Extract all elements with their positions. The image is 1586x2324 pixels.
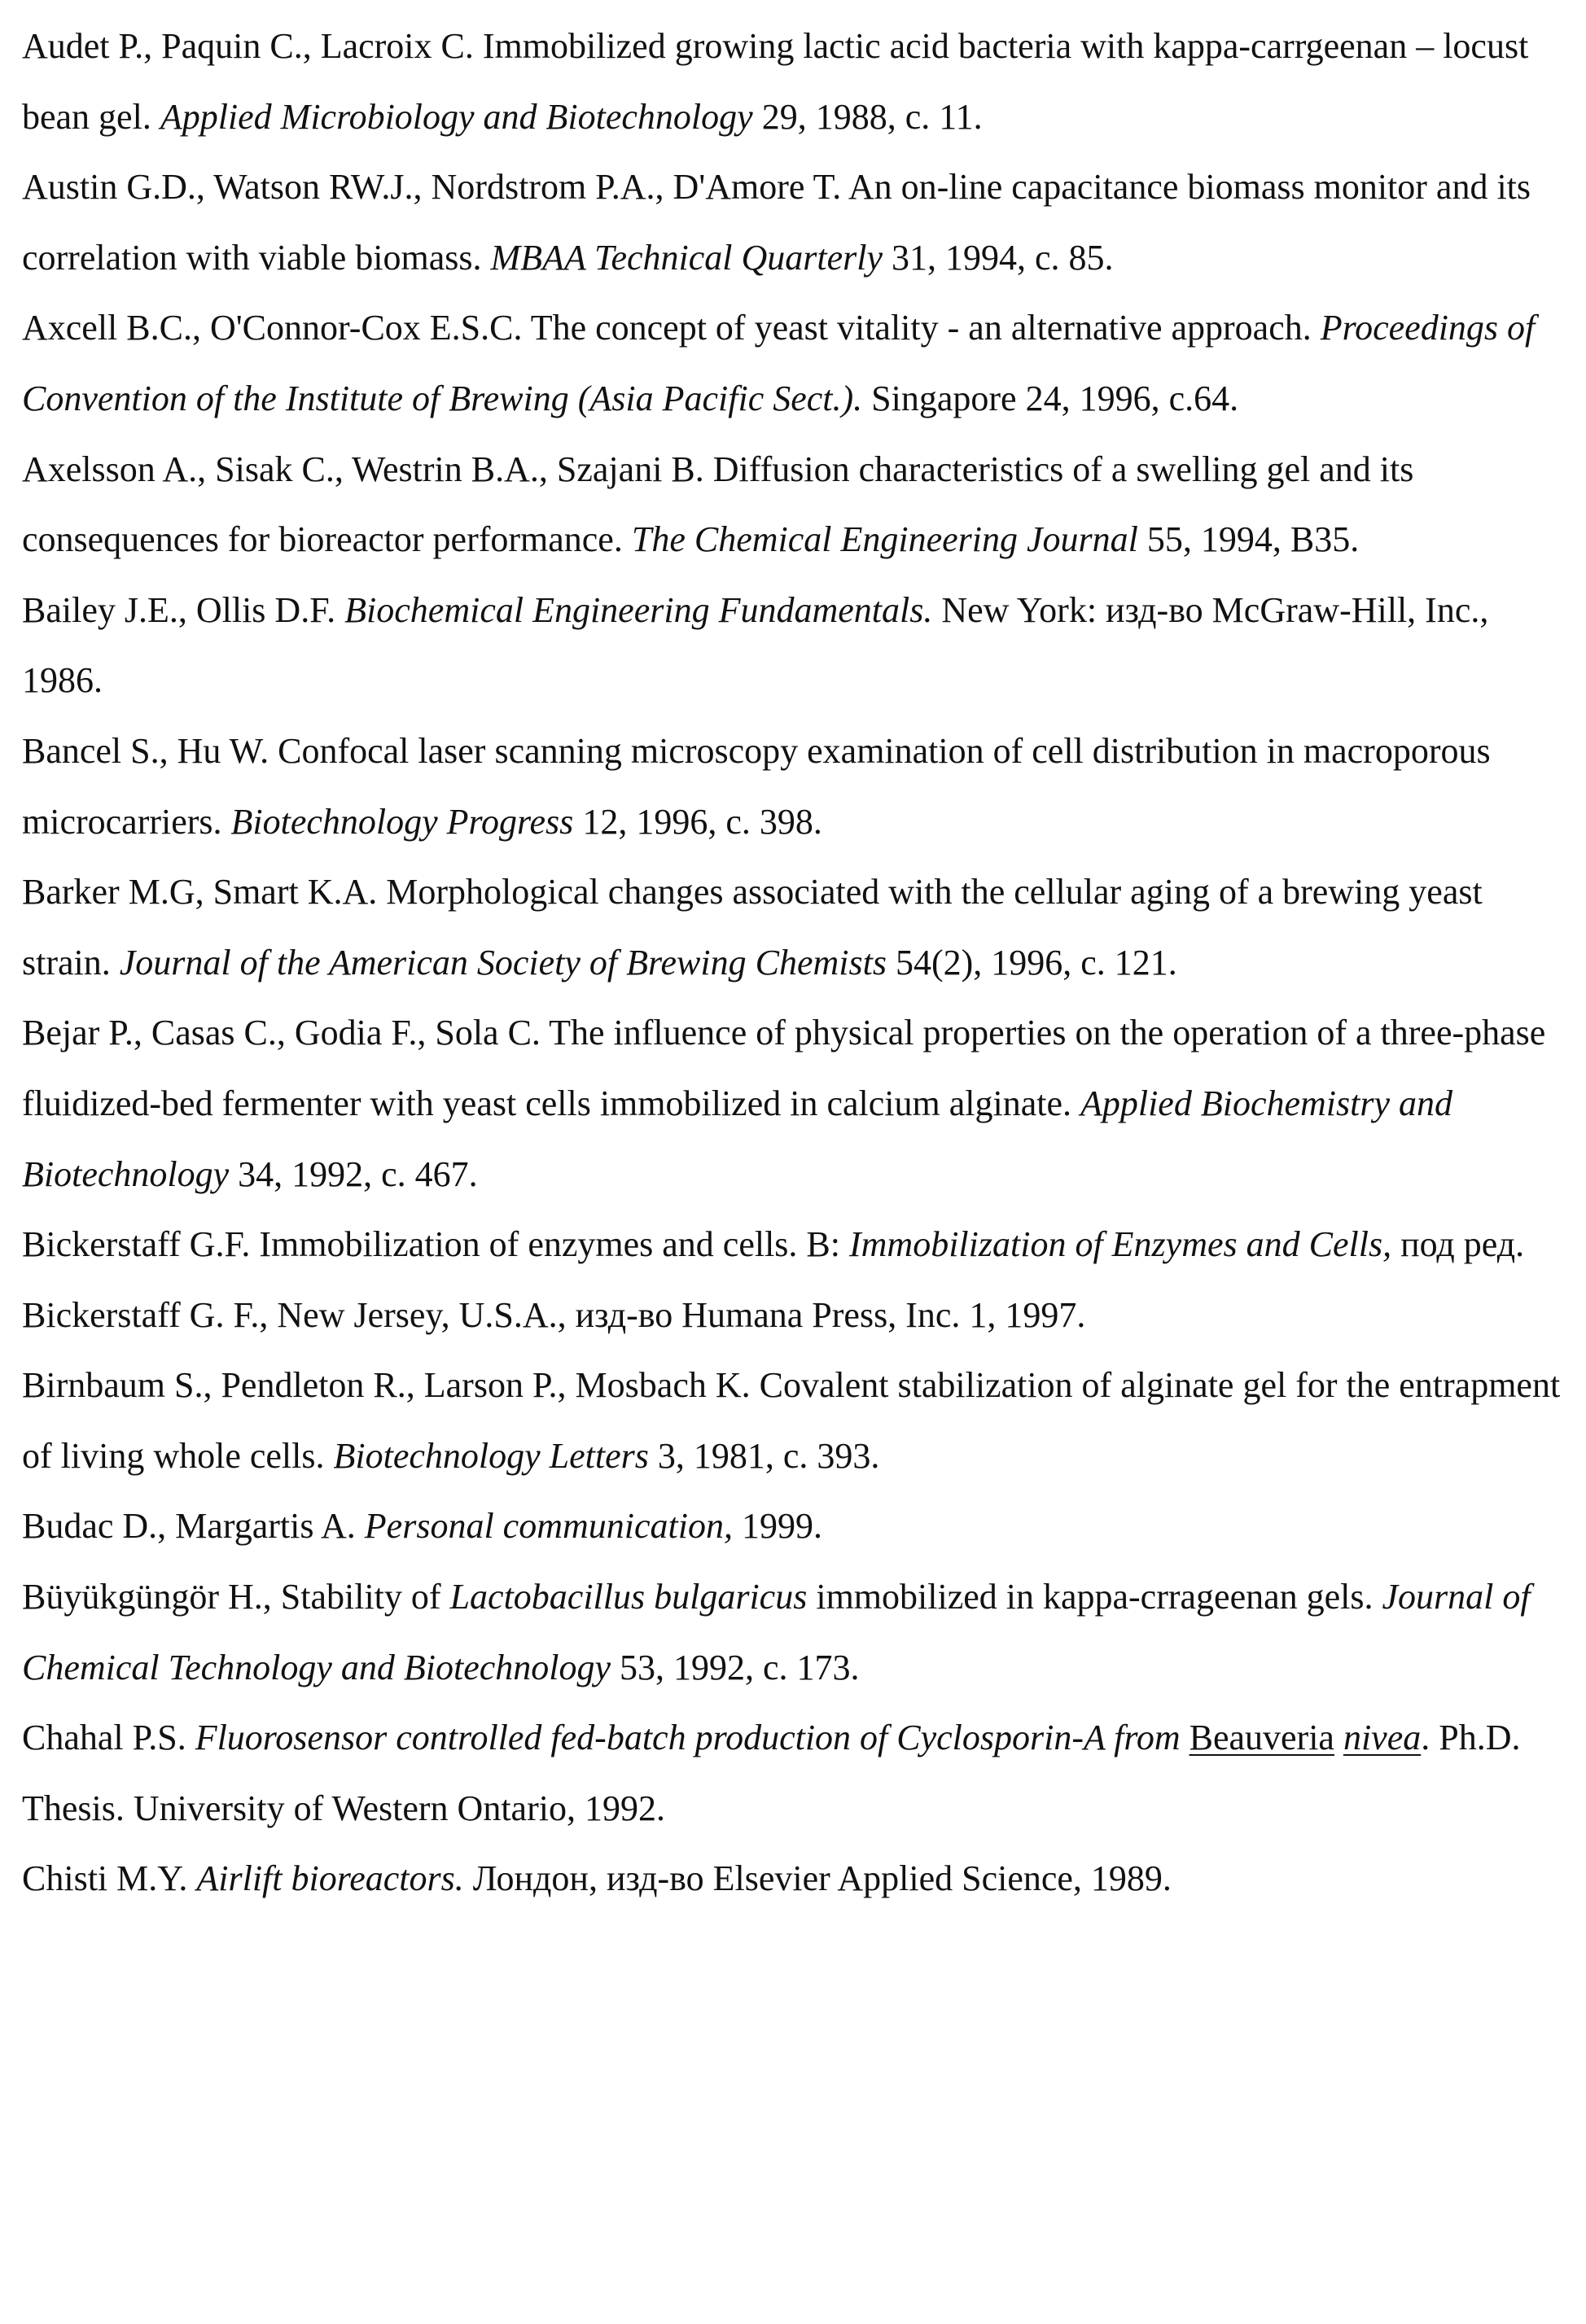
reference-emphasis: Beauveria xyxy=(1190,1718,1334,1757)
reference-text: 31, 1994, c. 85. xyxy=(883,238,1114,278)
reference-entry xyxy=(22,152,1573,293)
reference-text: Bailey J.E., Ollis D.F. xyxy=(22,590,344,630)
reference-text: 54(2), 1996, c. 121. xyxy=(887,943,1177,983)
reference-entry xyxy=(22,293,1573,434)
reference-emphasis: MBAA Technical Quarterly xyxy=(491,238,883,278)
reference-entry xyxy=(22,1350,1573,1491)
reference-text: 1999. xyxy=(733,1506,822,1546)
reference-emphasis: Applied Microbiology and Biotechnology xyxy=(160,97,753,137)
reference-text: Audet P., Paquin C., Lacroix C. Immobilized growing lactic acid bacteria with kappa-carrgeenan – locust bean gel. xyxy=(22,26,1528,137)
reference-entry xyxy=(22,576,1573,716)
reference-text: Barker M.G, Smart K.A. Morphological changes associated with the cellular aging of a brewing yeast strain. xyxy=(22,872,1483,983)
reference-text: 12, 1996, c. 398. xyxy=(573,802,822,842)
reference-entry xyxy=(22,1703,1573,1844)
reference-text: . Ph.D. Thesis. University of Western Ontario, 1992. xyxy=(22,1718,1521,1828)
reference-emphasis: Biochemical Engineering Fundamentals. xyxy=(344,590,932,630)
reference-text: Budac D., Margartis A. xyxy=(22,1506,365,1546)
reference-text: Bejar P., Casas C., Godia F., Sola C. The influence of physical properties on the operation of a three-phase fluidized-bed fermenter with yeast cells immobilized in calcium alginate. xyxy=(22,1013,1545,1123)
reference-emphasis: Journal of Chemical Technology and Biotechnology xyxy=(22,1577,1531,1687)
reference-text: Bickerstaff G.F. Immobilization of enzymes and cells. B: xyxy=(22,1224,849,1264)
reference-text: Chisti M.Y. xyxy=(22,1858,196,1898)
reference-emphasis: nivea xyxy=(1343,1718,1421,1757)
reference-list xyxy=(22,11,1573,1915)
reference-text: Bancel S., Hu W. Confocal laser scanning microscopy examination of cell distribution in macroporous microcarriers. xyxy=(22,731,1491,842)
reference-text: 3, 1981, c. 393. xyxy=(649,1436,880,1476)
reference-emphasis: Airlift bioreactors. xyxy=(196,1858,463,1898)
reference-entry xyxy=(22,1210,1573,1350)
reference-entry xyxy=(22,11,1573,152)
reference-text xyxy=(1334,1718,1343,1757)
reference-text: 53, 1992, c. 173. xyxy=(611,1648,860,1687)
reference-emphasis: Immobilization of Enzymes and Cells, xyxy=(849,1224,1391,1264)
reference-text: 29, 1988, c. 11. xyxy=(753,97,983,137)
reference-emphasis: Personal communication, xyxy=(365,1506,733,1546)
reference-text: Axelsson A., Sisak C., Westrin B.A., Szajani B. Diffusion characteristics of a swelling gel and its consequences for bioreactor performance. xyxy=(22,449,1413,560)
reference-entry xyxy=(22,857,1573,998)
reference-entry xyxy=(22,716,1573,857)
reference-emphasis: Biotechnology Progress xyxy=(231,802,574,842)
reference-text: Büyükgüngör H., Stability of xyxy=(22,1577,450,1617)
reference-text: Austin G.D., Watson RW.J., Nordstrom P.A., D'Amore T. An on-line capacitance biomass monitor and its correlation with viable biomass. xyxy=(22,167,1531,278)
reference-text: 34, 1992, c. 467. xyxy=(229,1154,478,1194)
reference-emphasis: Applied Biochemistry and Biotechnology xyxy=(22,1083,1452,1194)
reference-emphasis: Biotechnology Letters xyxy=(334,1436,649,1476)
reference-entry xyxy=(22,1844,1573,1915)
reference-text: immobilized in kappa-crrageenan gels. xyxy=(807,1577,1382,1617)
reference-entry xyxy=(22,1491,1573,1562)
reference-text: под ред. Bickerstaff G. F., New Jersey, U.S.A., изд-во Humana Press, Inc. 1, 1997. xyxy=(22,1224,1524,1335)
reference-emphasis: Proceedings of Convention of the Institute of Brewing (Asia Pacific Sect.). xyxy=(22,308,1535,418)
reference-text: Birnbaum S., Pendleton R., Larson P., Mosbach K. Covalent stabilization of alginate gel for the entrapment of living whole cells. xyxy=(22,1365,1560,1476)
reference-text: Chahal P.S. xyxy=(22,1718,195,1757)
reference-text: 55, 1994, B35. xyxy=(1138,519,1359,559)
reference-entry xyxy=(22,998,1573,1210)
reference-entry xyxy=(22,435,1573,576)
reference-text: Лондон, изд-во Elsevier Applied Science, 1989. xyxy=(464,1858,1172,1898)
reference-text: New York: изд-во McGraw-Hill, Inc., 1986. xyxy=(22,590,1488,701)
reference-emphasis: The Chemical Engineering Journal xyxy=(632,519,1138,559)
reference-emphasis: Journal of the American Society of Brewing Chemists xyxy=(120,943,887,983)
reference-entry xyxy=(22,1562,1573,1703)
reference-text: Axcell B.C., O'Connor-Cox E.S.C. The concept of yeast vitality - an alternative approach. xyxy=(22,308,1321,348)
reference-emphasis: Lactobacillus bulgaricus xyxy=(450,1577,808,1617)
reference-text: Singapore 24, 1996, c.64. xyxy=(862,379,1238,418)
reference-emphasis: Fluorosensor controlled fed-batch production of Cyclosporin-A from xyxy=(195,1718,1190,1757)
